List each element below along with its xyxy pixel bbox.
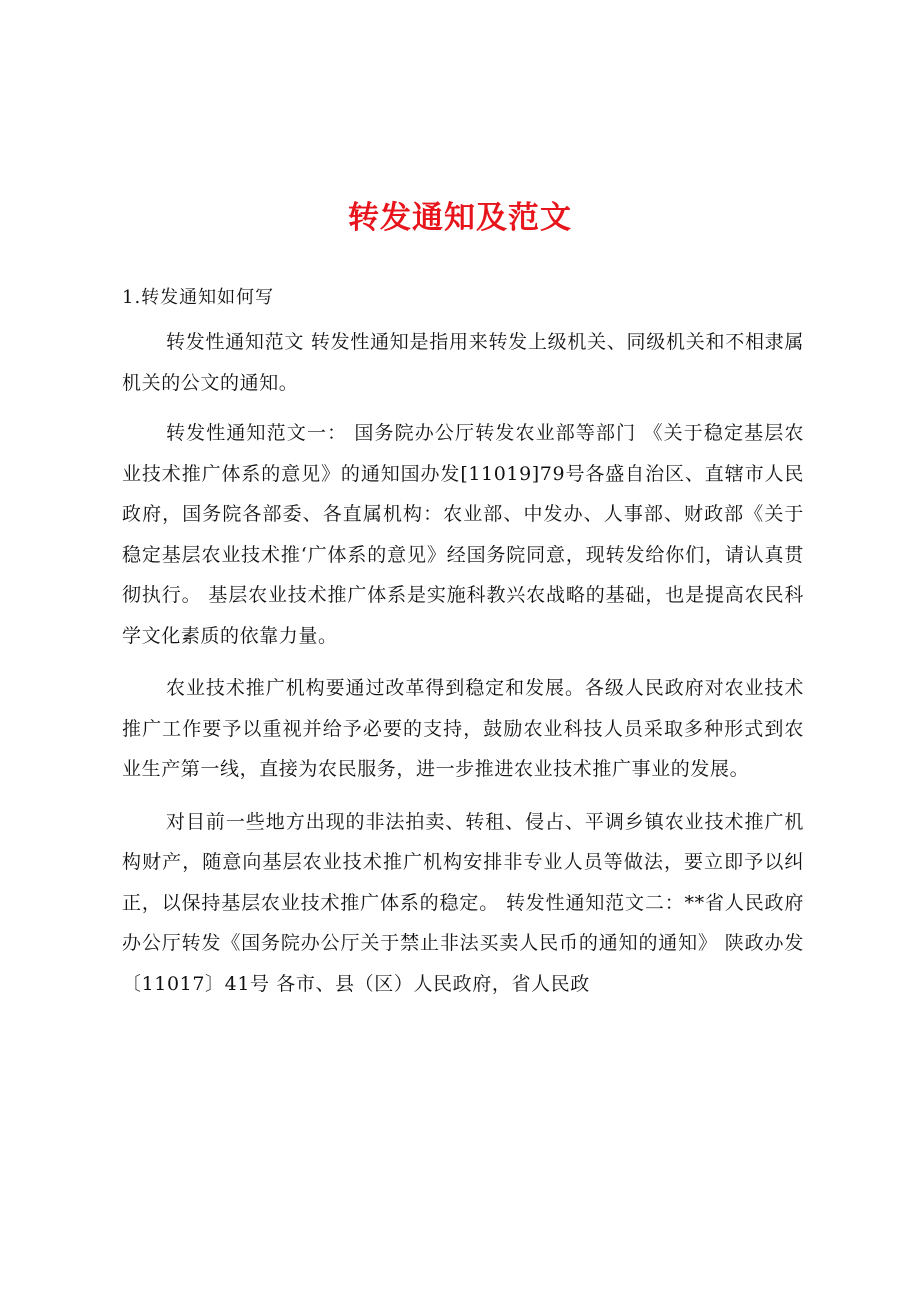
page-title: 转发通知及范文 bbox=[348, 200, 572, 236]
paragraph-4: 对目前一些地方出现的非法拍卖、转租、侵占、平调乡镇农业技术推广机构财产，随意向基层农业技术推广机构安排非专业人员等做法，要立即予以纠正，以保持基层农业技术推广体系的稳定。 转发性通知范文二：**省人民政府办公厅转发《国务院办公厅关于禁止非法买卖人民币的通知的通知》 陕政办发〔11017〕41号 各市、县（区）人民政府，省人民政 bbox=[122, 810, 804, 995]
section-heading: 1.转发通知如何写 bbox=[122, 287, 275, 308]
paragraph-3: 农业技术推广机构要通过改革得到稳定和发展。各级人民政府对农业技术推广工作要予以重视并给予必要的支持，鼓励农业科技人员采取多种形式到农业生产第一线，直接为农民服务，进一步推进农业技术推广事业的发展。 bbox=[122, 677, 804, 780]
document-body bbox=[122, 322, 804, 1016]
paragraph-2: 转发性通知范文一： 国务院办公厅转发农业部等部门 《关于稳定基层农业技术推广体系的意见》的通知国办发[11019]79号各盛自治区、直辖市人民政府，国务院各部委、各直属机构：农业部、中发办、人事部、财政部《关于稳定基层农业技术推‘广体系的意见》经国务院同意，现转发给你们，请认真贯彻执行。 基层农业技术推广体系是实施科教兴农战略的基础，也是提高农民科学文化素质的依靠力量。 bbox=[122, 422, 804, 647]
paragraph-1: 转发性通知范文 转发性通知是指用来转发上级机关、同级机关和不相隶属机关的公文的通知。 bbox=[122, 331, 804, 394]
